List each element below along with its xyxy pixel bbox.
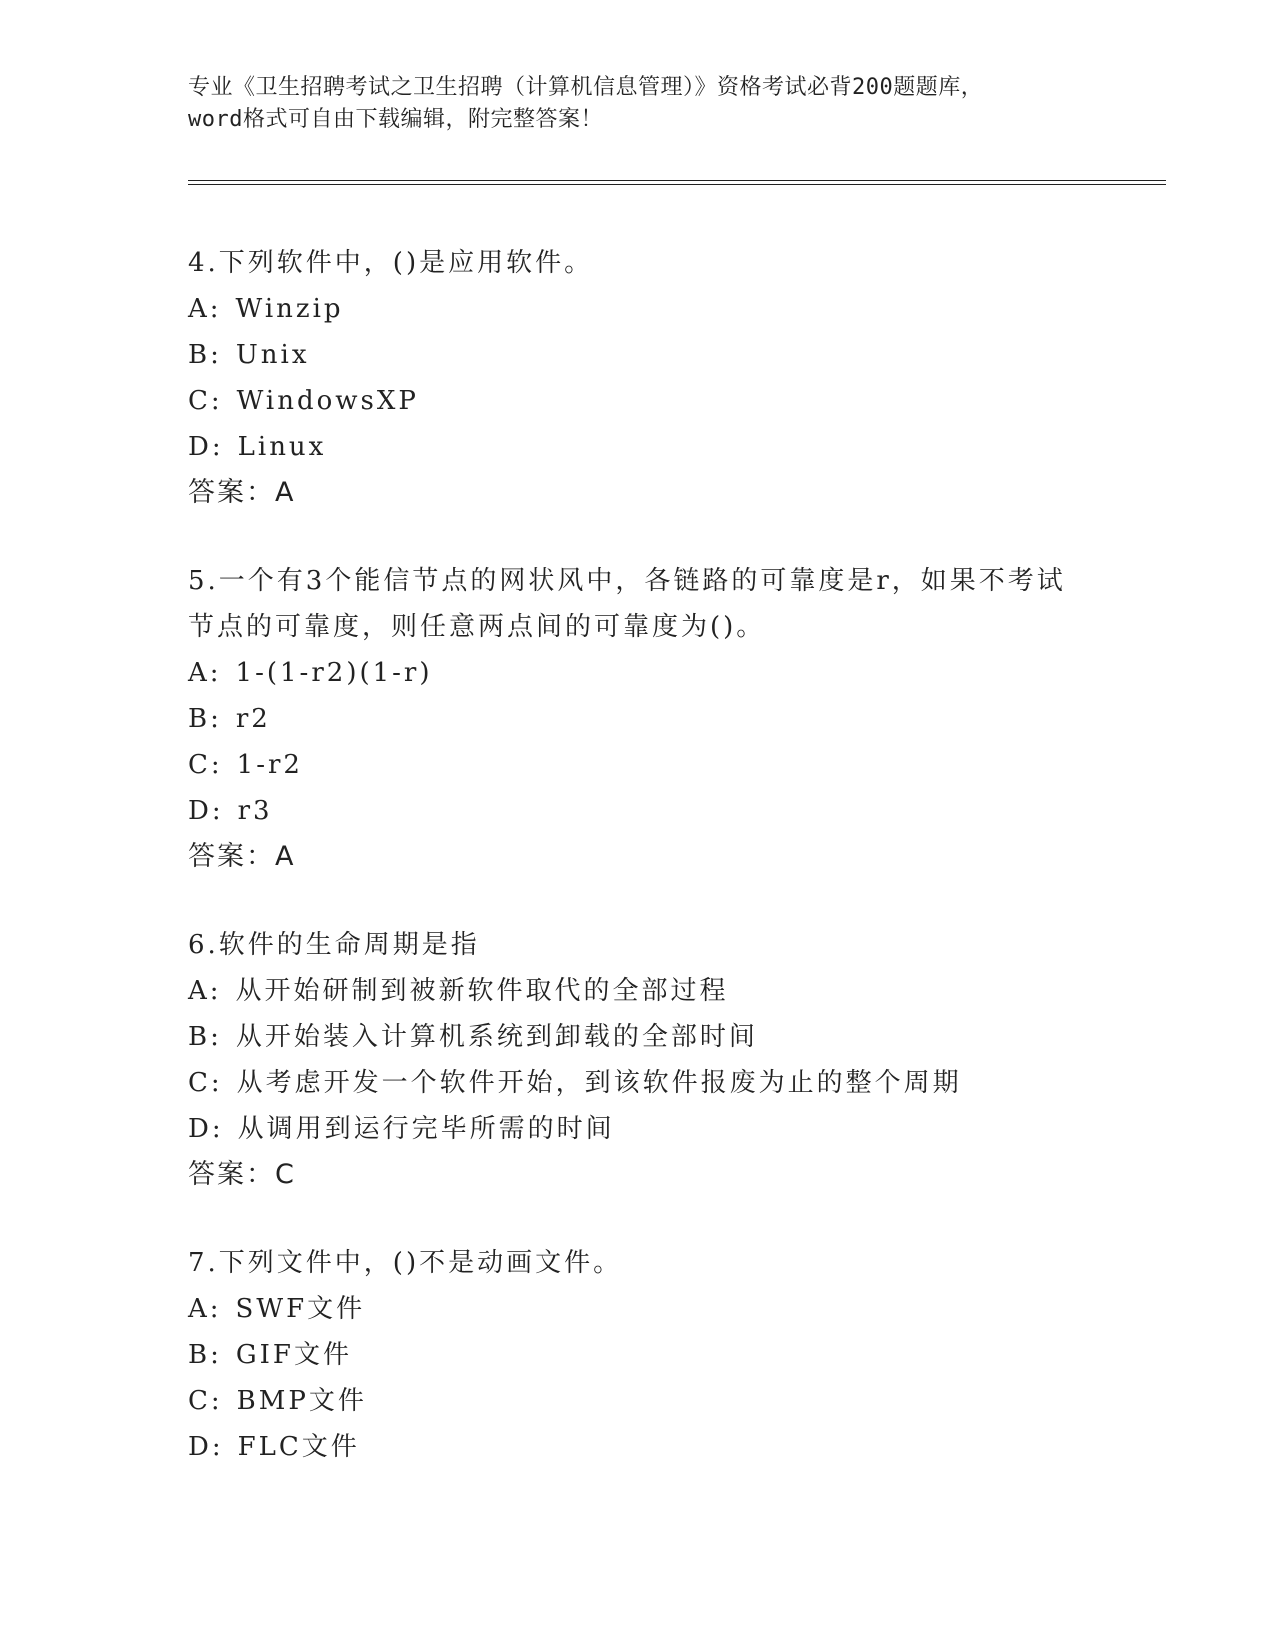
header-line-1: 专业《卫生招聘考试之卫生招聘（计算机信息管理）》资格考试必背200题题库， [188, 75, 984, 100]
question-block [188, 240, 1148, 516]
option-letter: D: [188, 1114, 224, 1144]
option-letter: B: [188, 1340, 222, 1370]
option-text: 从考虑开发一个软件开始，到该软件报废为止的整个周期 [236, 1068, 962, 1098]
answer-option [188, 1106, 1148, 1152]
header-divider-bottom [188, 184, 1166, 185]
option-letter: A: [188, 658, 222, 688]
answer-option [188, 742, 1148, 788]
option-letter: B: [188, 340, 222, 370]
option-text: SWF文件 [235, 1294, 366, 1324]
question-stem: 6.软件的生命周期是指 [188, 930, 480, 960]
question-stem: 4.下列软件中，()是应用软件。 [188, 248, 594, 278]
answer-option [188, 1286, 1148, 1332]
answer-option [188, 968, 1148, 1014]
option-letter: D: [188, 1432, 224, 1462]
answer-option [188, 286, 1148, 332]
option-letter: B: [188, 704, 222, 734]
answer-option [188, 1332, 1148, 1378]
option-text: 1-r2 [236, 750, 303, 780]
option-text: Linux [237, 432, 327, 462]
option-text: 1-(1-r2)(1-r) [235, 658, 433, 688]
question-block [188, 558, 1148, 880]
answer-option [188, 1060, 1148, 1106]
option-letter: A: [188, 294, 222, 324]
answer-key: 答案：C [188, 1159, 296, 1190]
header-divider-top [188, 180, 1166, 181]
option-text: BMP文件 [236, 1386, 367, 1416]
answer-key: 答案：A [188, 477, 296, 508]
option-text: Winzip [235, 294, 344, 324]
option-text: 从开始装入计算机系统到卸载的全部时间 [235, 1022, 758, 1052]
option-letter: C: [188, 1068, 223, 1098]
question-stem: 5.一个有3个能信节点的网状风中，各链路的可靠度是r，如果不考试 [188, 566, 1066, 596]
answer-key: 答案：A [188, 841, 296, 872]
answer-option [188, 788, 1148, 834]
option-text: FLC文件 [237, 1432, 360, 1462]
answer-option [188, 650, 1148, 696]
document-header [188, 72, 1088, 136]
option-text: GIF文件 [235, 1340, 352, 1370]
header-line-2: word格式可自由下载编辑，附完整答案！ [188, 107, 603, 132]
option-text: Unix [235, 340, 310, 370]
answer-option [188, 424, 1148, 470]
option-letter: C: [188, 750, 223, 780]
option-text: 从开始研制到被新软件取代的全部过程 [235, 976, 729, 1006]
answer-option [188, 1014, 1148, 1060]
answer-option [188, 1424, 1148, 1470]
question-list [188, 240, 1148, 1470]
question-stem: 7.下列文件中，()不是动画文件。 [188, 1248, 623, 1278]
option-letter: C: [188, 1386, 223, 1416]
answer-option [188, 696, 1148, 742]
question-stem: 节点的可靠度，则任意两点间的可靠度为()。 [188, 612, 766, 642]
question-block [188, 1240, 1148, 1470]
option-letter: A: [188, 1294, 222, 1324]
option-letter: D: [188, 796, 224, 826]
answer-option [188, 378, 1148, 424]
answer-option [188, 332, 1148, 378]
option-text: r2 [235, 704, 271, 734]
answer-option [188, 1378, 1148, 1424]
option-letter: A: [188, 976, 222, 1006]
option-text: WindowsXP [236, 386, 419, 416]
option-text: 从调用到运行完毕所需的时间 [237, 1114, 615, 1144]
option-letter: B: [188, 1022, 222, 1052]
option-letter: C: [188, 386, 223, 416]
option-letter: D: [188, 432, 224, 462]
question-block [188, 922, 1148, 1198]
option-text: r3 [237, 796, 273, 826]
